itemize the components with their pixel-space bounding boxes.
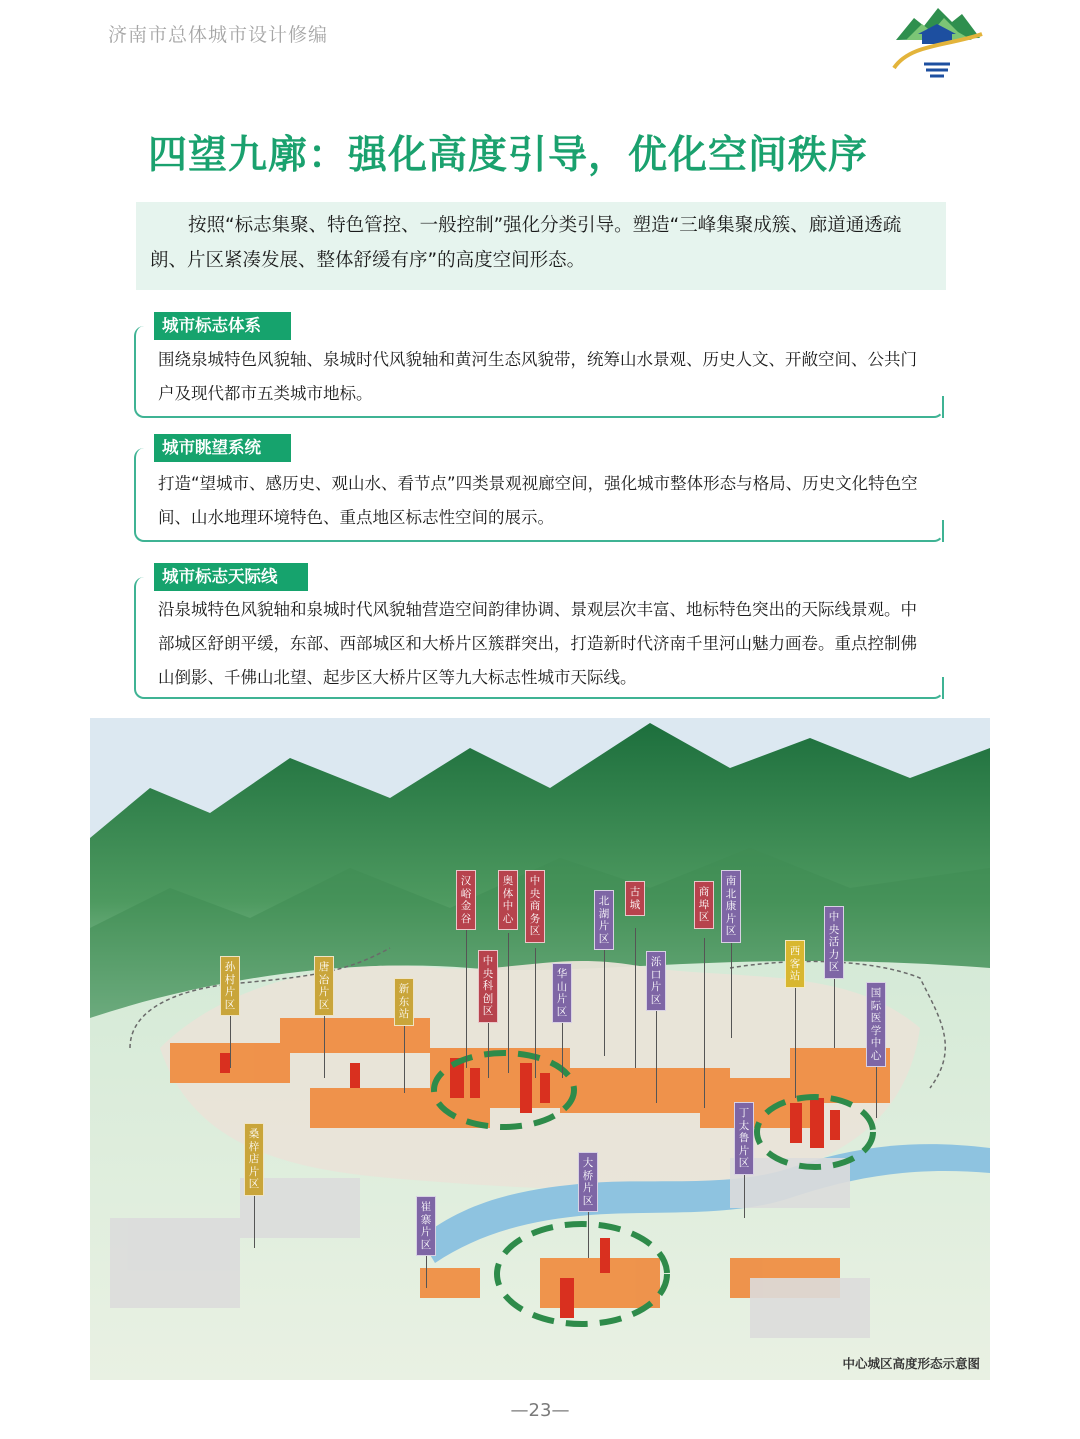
map-label-dingtailu: 丁太鲁片区 [734, 1102, 754, 1175]
map-label-cuizhai: 崔寨片区 [416, 1196, 436, 1256]
label-leader-line [508, 933, 509, 1073]
height-form-map [90, 718, 990, 1380]
map-label-sangzidian: 桑梓店片区 [244, 1123, 264, 1196]
map-label-old-city: 古城 [625, 881, 645, 916]
label-leader-line [795, 988, 796, 1098]
map-label-xindongzhan: 新东站 [394, 978, 414, 1026]
map-label-tangye: 唐冶片区 [314, 956, 334, 1016]
map-label-west-station: 西客站 [785, 940, 805, 988]
section-text-landmark: 围绕泉城特色风貌轴、泉城时代风貌轴和黄河生态风貌带，统筹山水景观、历史人文、开敞空间、公共门户及现代都市五类城市地标。 [158, 350, 917, 403]
label-leader-line [635, 928, 636, 1068]
page-title: 四望九廓：强化高度引导，优化空间秩序 [148, 133, 869, 178]
map-label-olympic-center: 奥体中心 [498, 870, 518, 930]
section-tag-skyline: 城市标志天际线 [154, 563, 308, 591]
section-text-skyline: 沿泉城特色风貌轴和泉城时代风貌轴营造空间韵律协调、景观层次丰富、地标特色突出的天际线景观。中部城区舒朗平缓，东部、西部城区和大桥片区簇群突出，打造新时代济南千里河山魅力画卷。重点控制佛山倒影、千佛山北望、起步区大桥片区等九大标志性城市天际线。 [158, 600, 917, 687]
map-caption: 中心城区高度形态示意图 [842, 1356, 980, 1371]
map-label-central-vitality: 中央活力区 [824, 906, 844, 979]
label-leader-line [404, 1023, 405, 1093]
section-tag-viewing: 城市眺望系统 [154, 434, 291, 462]
map-label-hanyu-jingu: 汉峪金谷 [456, 870, 476, 930]
label-leader-line [535, 948, 536, 1078]
map-label-beihu: 北湖片区 [594, 890, 614, 950]
label-leader-line [604, 946, 605, 1056]
map-label-daqiao: 大桥片区 [578, 1152, 598, 1212]
map-label-luokou: 泺口片区 [646, 951, 666, 1011]
label-leader-line [230, 1008, 231, 1068]
map-label-huashan: 华山片区 [552, 963, 572, 1023]
map-label-nanbeikang: 南北康片区 [721, 870, 741, 943]
label-leader-line [876, 1058, 877, 1118]
page-number: —23— [510, 1400, 570, 1421]
map-label-medical-center: 国际医学中心 [866, 982, 886, 1067]
label-leader-line [588, 1208, 589, 1258]
label-leader-line [324, 1008, 325, 1078]
map-illustration [90, 718, 990, 1380]
label-leader-line [466, 928, 467, 1068]
label-leader-line [731, 938, 732, 1038]
map-label-shangbu: 商埠区 [694, 881, 714, 929]
map-label-suncun: 孙村片区 [220, 956, 240, 1016]
map-label-cbd: 中央商务区 [525, 870, 545, 943]
intro-text: 按照“标志集聚、特色管控、一般控制”强化分类引导。塑造“三峰集聚成簇、廊道通透疏朗、片区紧凑发展、整体舒缓有序”的高度空间形态。 [150, 215, 902, 271]
label-leader-line [488, 1018, 489, 1078]
label-leader-line [834, 968, 835, 1048]
map-label-central-innovation: 中央科创区 [478, 950, 498, 1023]
label-leader-line [656, 1008, 657, 1103]
section-text-viewing: 打造“望城市、感历史、观山水、看节点”四类景观视廊空间，强化城市整体形态与格局、历史文化特色空间、山水地理环境特色、重点地区标志性空间的展示。 [158, 474, 918, 527]
label-leader-line [562, 1018, 563, 1078]
doc-header: 济南市总体城市设计修编 [108, 24, 329, 46]
city-logo-icon [888, 4, 988, 86]
label-leader-line [704, 938, 705, 1108]
section-tag-landmark: 城市标志体系 [154, 312, 291, 340]
